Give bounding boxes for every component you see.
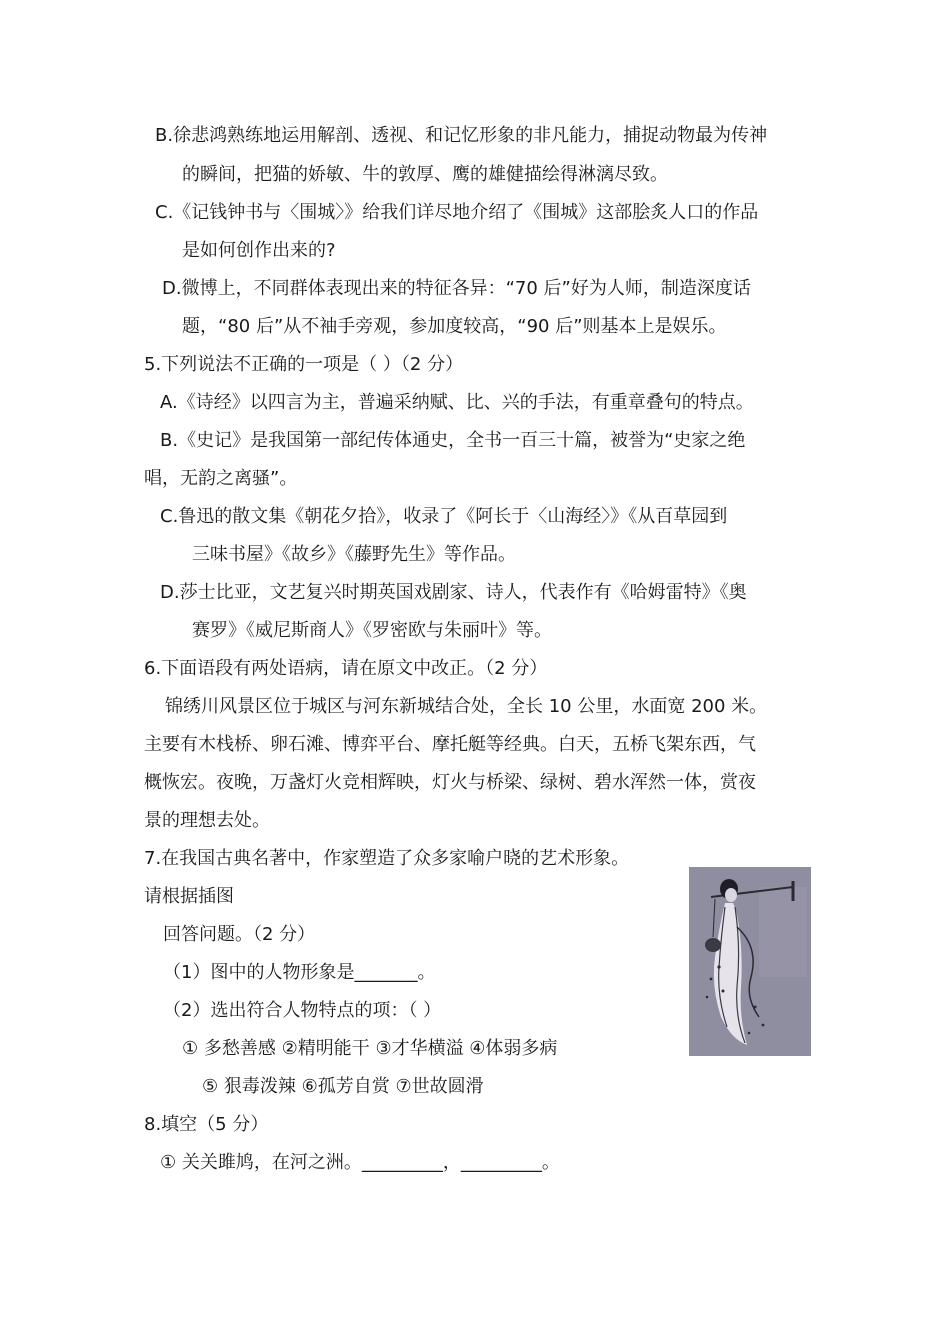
q5-option-a: A.《诗经》以四言为主，普遍采纳赋、比、兴的手法，有重章叠句的特点。 xyxy=(160,392,754,413)
q6-passage-line-2: 主要有木栈桥、卵石滩、博弈平台、摩托艇等经典。白天，五桥飞架东西，气 xyxy=(144,734,756,755)
option-b-line-2: 的瞬间，把猫的娇敏、牛的敦厚、鹰的雄健描绘得淋漓尽致。 xyxy=(182,164,668,185)
q6-passage-line-3: 概恢宏。夜晚，万盏灯火竞相辉映，灯火与桥梁、绿树、碧水浑然一体，赏夜 xyxy=(144,772,756,793)
q5-option-b-line-2: 唱，无韵之离骚”。 xyxy=(144,468,298,489)
q7-choices-row-1: ① 多愁善感 ②精明能干 ③才华横溢 ④体弱多病 xyxy=(182,1038,558,1059)
option-d-line-2: 题，“80 后”从不袖手旁观，参加度较高，“90 后”则基本上是娱乐。 xyxy=(182,316,727,337)
q6-passage-line-4: 景的理想去处。 xyxy=(144,810,270,831)
figure-illustration xyxy=(689,867,811,1056)
q5-option-b-line-1: B.《史记》是我国第一部纪传体通史，全书一百三十篇，被誉为“史家之绝 xyxy=(160,430,746,451)
q5-option-d-line-2: 赛罗》《威尼斯商人》《罗密欧与朱丽叶》等。 xyxy=(192,620,552,641)
option-d-line-1: D.微博上，不同群体表现出来的特征各异：“70 后”好为人师，制造深度话 xyxy=(162,278,751,299)
question-6-title: 6.下面语段有两处语病，请在原文中改正。（2 分） xyxy=(144,658,548,679)
q7-sub-question-1: （1）图中的人物形象是_______。 xyxy=(163,962,436,983)
q7-choices-row-2: ⑤ 狠毒泼辣 ⑥孤芳自赏 ⑦世故圆滑 xyxy=(202,1076,484,1097)
q6-passage-line-1: 锦绣川风景区位于城区与河东新城结合处，全长 10 公里，水面宽 200 米。 xyxy=(165,696,768,717)
option-b-line-1: B.徐悲鸿熟练地运用解剖、透视、和记忆形象的非凡能力，捕捉动物最为传神 xyxy=(155,125,768,146)
q5-option-c-line-1: C.鲁迅的散文集《朝花夕拾》，收录了《阿长于〈山海经〉》《从百草园到 xyxy=(160,506,728,527)
q5-option-d-line-1: D.莎士比亚，文艺复兴时期英国戏剧家、诗人，代表作有《哈姆雷特》《奥 xyxy=(160,582,747,603)
option-c-line-1: C.《记钱钟书与〈围城〉》给我们详尽地介绍了《围城》这部脍炙人口的作品 xyxy=(155,202,759,223)
question-5-title: 5.下列说法不正确的一项是（ ）（2 分） xyxy=(144,354,464,375)
figure-with-hoe-and-flower-basket-illustration xyxy=(689,867,811,1056)
question-7-title: 7.在我国古典名著中，作家塑造了众多家喻户晓的艺术形象。 xyxy=(144,848,630,869)
question-8-title: 8.填空（5 分） xyxy=(144,1114,269,1135)
q5-option-c-line-2: 三味书屋》《故乡》《藤野先生》等作品。 xyxy=(192,544,516,565)
q8-fill-in-1: ① 关关雎鸠，在河之洲。_________，_________。 xyxy=(160,1152,560,1173)
q7-instruction: 请根据插图 xyxy=(144,886,234,907)
q7-sub-question-2: （2）选出符合人物特点的项：（ ） xyxy=(163,1000,442,1021)
q7-instruction-cont: 回答问题。（2 分） xyxy=(163,924,316,945)
option-c-line-2: 是如何创作出来的? xyxy=(182,240,336,261)
